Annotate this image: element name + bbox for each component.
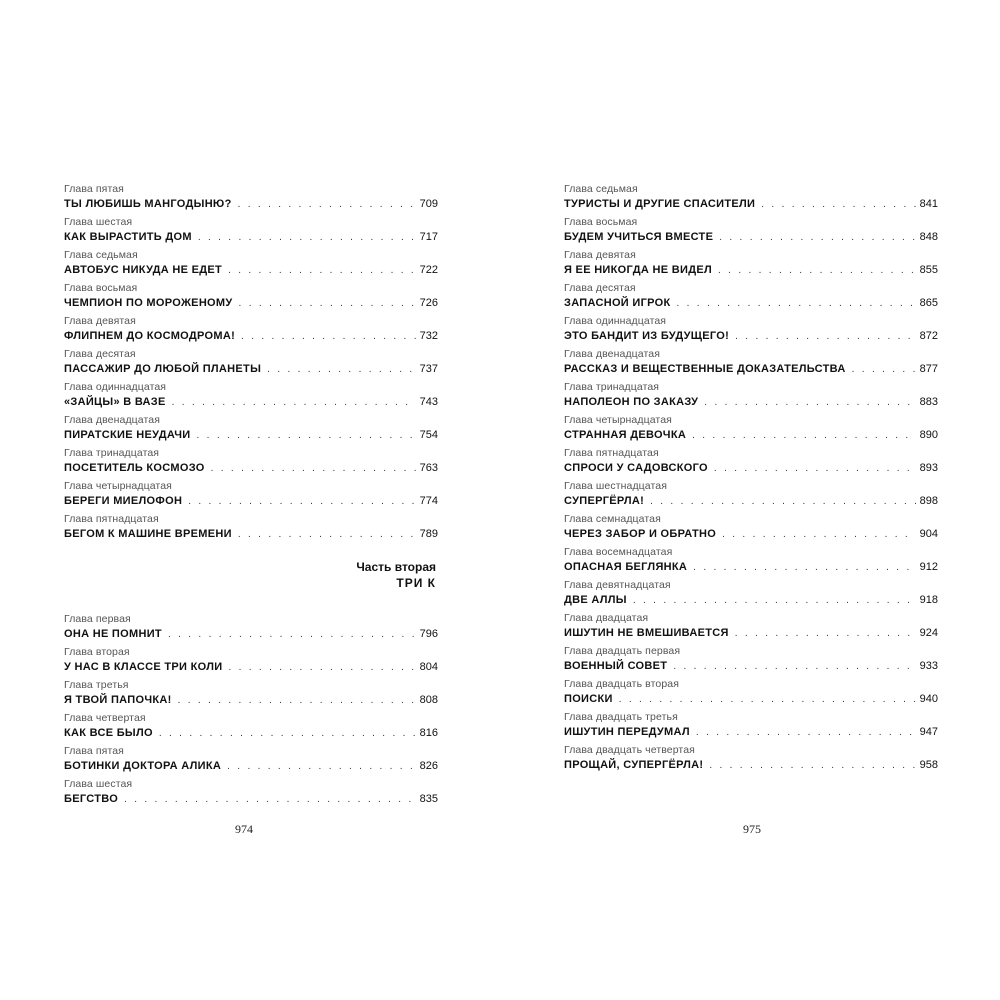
chapter-title: РАССКАЗ И ВЕЩЕСТВЕННЫЕ ДОКАЗАТЕЛЬСТВА <box>564 363 846 375</box>
chapter-page-number: 898 <box>919 495 938 507</box>
chapter-title: БУДЕМ УЧИТЬСЯ ВМЕСТЕ <box>564 231 714 243</box>
toc-entry <box>64 249 438 282</box>
chapter-page-number: 835 <box>419 793 438 805</box>
toc-line <box>564 757 938 774</box>
toc-line <box>564 691 938 708</box>
chapter-label: Глава пятая <box>64 745 124 757</box>
chapter-label: Глава десятая <box>564 282 636 294</box>
dot-leader <box>188 493 415 510</box>
toc-entry <box>564 348 938 381</box>
toc-entry <box>64 282 438 315</box>
chapter-label: Глава двадцать вторая <box>564 678 679 690</box>
toc-entry <box>564 678 938 711</box>
chapter-title: НАПОЛЕОН ПО ЗАКАЗУ <box>564 396 699 408</box>
chapter-title: ИШУТИН НЕ ВМЕШИВАЕТСЯ <box>564 627 729 639</box>
toc-line <box>64 526 438 543</box>
chapter-page-number: 940 <box>919 693 938 705</box>
chapter-label: Глава шестая <box>64 216 133 228</box>
chapter-label: Глава вторая <box>64 646 130 658</box>
toc-entry <box>564 447 938 480</box>
dot-leader <box>673 658 915 675</box>
toc-line <box>564 592 938 609</box>
chapter-label: Глава одиннадцатая <box>564 315 667 327</box>
toc-line <box>64 295 438 312</box>
chapter-title: ОПАСНАЯ БЕГЛЯНКА <box>564 561 688 573</box>
chapter-title: ВОЕННЫЙ СОВЕТ <box>564 660 668 672</box>
dot-leader <box>238 196 416 213</box>
dot-leader <box>124 791 416 808</box>
toc-entry <box>64 778 438 811</box>
dot-leader <box>633 592 916 609</box>
dot-leader <box>168 626 416 643</box>
dot-leader <box>159 725 416 742</box>
toc-list-part-one <box>64 183 438 546</box>
chapter-page-number: 732 <box>419 330 438 342</box>
dot-leader <box>852 361 916 378</box>
chapter-page-number: 726 <box>419 297 438 309</box>
chapter-label: Глава восьмая <box>64 282 138 294</box>
dot-leader <box>709 757 915 774</box>
toc-line <box>64 361 438 378</box>
part-title: ТРИ К <box>396 576 436 590</box>
chapter-title: У НАС В КЛАССЕ ТРИ КОЛИ <box>64 661 223 673</box>
chapter-page-number: 754 <box>419 429 438 441</box>
toc-line <box>564 526 938 543</box>
right-toc-column <box>564 183 938 777</box>
chapter-label: Глава двадцать четвертая <box>564 744 695 756</box>
chapter-label: Глава пятая <box>64 183 124 195</box>
toc-entry <box>64 513 438 546</box>
chapter-page-number: 958 <box>919 759 938 771</box>
chapter-title: ТЫ ЛЮБИШЬ МАНГОДЫНЮ? <box>64 198 232 210</box>
chapter-page-number: 890 <box>919 429 938 441</box>
chapter-title: ЧЕМПИОН ПО МОРОЖЕНОМУ <box>64 297 233 309</box>
dot-leader <box>761 196 915 213</box>
toc-line <box>64 725 438 742</box>
chapter-title: БОТИНКИ ДОКТОРА АЛИКА <box>64 760 222 772</box>
chapter-label: Глава тринадцатая <box>564 381 660 393</box>
toc-line <box>564 229 938 246</box>
toc-line <box>64 493 438 510</box>
chapter-title: ТУРИСТЫ И ДРУГИЕ СПАСИТЕЛИ <box>564 198 756 210</box>
chapter-label: Глава четырнадцатая <box>564 414 672 426</box>
chapter-label: Глава первая <box>64 613 131 625</box>
toc-entry <box>64 414 438 447</box>
chapter-page-number: 796 <box>419 628 438 640</box>
toc-line <box>564 724 938 741</box>
chapter-page-number: 722 <box>419 264 438 276</box>
chapter-label: Глава девятнадцатая <box>564 579 671 591</box>
toc-line <box>564 559 938 576</box>
chapter-label: Глава седьмая <box>564 183 638 195</box>
dot-leader <box>676 295 915 312</box>
dot-leader <box>718 262 916 279</box>
chapter-page-number: 933 <box>919 660 938 672</box>
chapter-title: КАК ВЫРАСТИТЬ ДОМ <box>64 231 192 243</box>
dot-leader <box>735 328 916 345</box>
part-label: Часть вторая <box>356 560 436 574</box>
toc-entry <box>564 546 938 579</box>
chapter-label: Глава восьмая <box>564 216 638 228</box>
dot-leader <box>211 460 416 477</box>
chapter-title: ФЛИПНЕМ ДО КОСМОДРОМА! <box>64 330 236 342</box>
chapter-title: ОНА НЕ ПОМНИТ <box>64 628 162 640</box>
chapter-page-number: 804 <box>419 661 438 673</box>
chapter-page-number: 816 <box>419 727 438 739</box>
toc-entry <box>564 579 938 612</box>
dot-leader <box>228 262 416 279</box>
dot-leader <box>719 229 915 246</box>
right-page <box>500 0 1000 1000</box>
chapter-title: БЕРЕГИ МИЕЛОФОН <box>64 495 183 507</box>
dot-leader <box>228 659 415 676</box>
toc-line <box>64 626 438 643</box>
chapter-title: ПОИСКИ <box>564 693 613 705</box>
chapter-label: Глава двадцать первая <box>564 645 681 657</box>
chapter-page-number: 877 <box>919 363 938 375</box>
toc-line <box>564 427 938 444</box>
toc-entry <box>564 249 938 282</box>
toc-line <box>564 196 938 213</box>
chapter-page-number: 826 <box>419 760 438 772</box>
chapter-label: Глава семнадцатая <box>564 513 661 525</box>
toc-entry <box>64 183 438 216</box>
toc-line <box>64 262 438 279</box>
page-number: 975 <box>743 822 761 836</box>
toc-entry <box>64 646 438 679</box>
toc-entry <box>564 711 938 744</box>
toc-entry <box>64 381 438 414</box>
chapter-title: ДВЕ АЛЛЫ <box>564 594 627 606</box>
dot-leader <box>704 394 915 411</box>
dot-leader <box>267 361 415 378</box>
chapter-label: Глава двенадцатая <box>64 414 161 426</box>
toc-entry <box>64 745 438 778</box>
toc-entry <box>564 282 938 315</box>
toc-line <box>64 791 438 808</box>
chapter-page-number: 841 <box>919 198 938 210</box>
part-heading <box>64 559 436 613</box>
toc-entry <box>564 216 938 249</box>
toc-entry <box>564 183 938 216</box>
toc-line <box>564 460 938 477</box>
toc-entry <box>564 645 938 678</box>
chapter-page-number: 893 <box>919 462 938 474</box>
toc-entry <box>64 216 438 249</box>
chapter-page-number: 763 <box>419 462 438 474</box>
chapter-title: БЕГОМ К МАШИНЕ ВРЕМЕНИ <box>64 528 232 540</box>
toc-line <box>564 394 938 411</box>
chapter-label: Глава восемнадцатая <box>564 546 673 558</box>
toc-entry <box>564 315 938 348</box>
dot-leader <box>227 758 416 775</box>
chapter-title: СУПЕРГЁРЛА! <box>564 495 645 507</box>
dot-leader <box>692 427 916 444</box>
chapter-page-number: 924 <box>919 627 938 639</box>
toc-line <box>64 196 438 213</box>
toc-entry <box>64 480 438 513</box>
toc-line <box>64 692 438 709</box>
dot-leader <box>198 229 416 246</box>
dot-leader <box>178 692 416 709</box>
chapter-page-number: 865 <box>919 297 938 309</box>
toc-entry <box>64 348 438 381</box>
dot-leader <box>197 427 416 444</box>
toc-line <box>64 394 438 411</box>
toc-line <box>64 460 438 477</box>
chapter-title: ЧЕРЕЗ ЗАБОР И ОБРАТНО <box>564 528 717 540</box>
chapter-title: «ЗАЙЦЫ» В ВАЗЕ <box>64 396 166 408</box>
chapter-page-number: 947 <box>919 726 938 738</box>
toc-entry <box>64 613 438 646</box>
toc-line <box>564 493 938 510</box>
chapter-title: ИШУТИН ПЕРЕДУМАЛ <box>564 726 690 738</box>
toc-line <box>564 328 938 345</box>
chapter-label: Глава двенадцатая <box>564 348 661 360</box>
toc-entry <box>564 414 938 447</box>
dot-leader <box>172 394 416 411</box>
chapter-label: Глава четырнадцатая <box>64 480 172 492</box>
chapter-title: СТРАННАЯ ДЕВОЧКА <box>564 429 687 441</box>
dot-leader <box>650 493 916 510</box>
toc-list-right <box>564 183 938 777</box>
dot-leader <box>722 526 916 543</box>
toc-line <box>564 361 938 378</box>
toc-entry <box>64 315 438 348</box>
chapter-title: АВТОБУС НИКУДА НЕ ЕДЕТ <box>64 264 223 276</box>
left-toc-column <box>64 183 438 811</box>
toc-list-part-two <box>64 613 438 811</box>
toc-entry <box>564 381 938 414</box>
chapter-page-number: 855 <box>919 264 938 276</box>
toc-line <box>564 262 938 279</box>
chapter-page-number: 918 <box>919 594 938 606</box>
chapter-title: Я ТВОЙ ПАПОЧКА! <box>64 694 172 706</box>
toc-entry <box>564 480 938 513</box>
toc-line <box>64 229 438 246</box>
toc-line <box>64 659 438 676</box>
chapter-page-number: 717 <box>419 231 438 243</box>
chapter-label: Глава девятая <box>564 249 636 261</box>
chapter-page-number: 872 <box>919 330 938 342</box>
chapter-label: Глава девятая <box>64 315 136 327</box>
chapter-page-number: 774 <box>419 495 438 507</box>
toc-entry <box>64 447 438 480</box>
chapter-label: Глава двадцать третья <box>564 711 678 723</box>
chapter-page-number: 743 <box>419 396 438 408</box>
chapter-title: ЗАПАСНОЙ ИГРОК <box>564 297 671 309</box>
chapter-page-number: 737 <box>419 363 438 375</box>
chapter-title: ЭТО БАНДИТ ИЗ БУДУЩЕГО! <box>564 330 730 342</box>
chapter-label: Глава тринадцатая <box>64 447 160 459</box>
dot-leader <box>619 691 916 708</box>
chapter-page-number: 904 <box>919 528 938 540</box>
toc-line <box>64 328 438 345</box>
chapter-title: СПРОСИ У САДОВСКОГО <box>564 462 708 474</box>
chapter-page-number: 808 <box>419 694 438 706</box>
toc-entry <box>64 712 438 745</box>
chapter-title: КАК ВСЕ БЫЛО <box>64 727 153 739</box>
chapter-label: Глава двадцатая <box>564 612 649 624</box>
chapter-title: БЕГСТВО <box>64 793 119 805</box>
toc-entry <box>564 744 938 777</box>
chapter-page-number: 789 <box>419 528 438 540</box>
dot-leader <box>714 460 916 477</box>
chapter-title: ПОСЕТИТЕЛЬ КОСМОЗО <box>64 462 205 474</box>
chapter-label: Глава одиннадцатая <box>64 381 167 393</box>
chapter-label: Глава пятнадцатая <box>64 513 159 525</box>
chapter-page-number: 912 <box>919 561 938 573</box>
dot-leader <box>693 559 915 576</box>
chapter-page-number: 883 <box>919 396 938 408</box>
toc-line <box>564 625 938 642</box>
chapter-label: Глава четвертая <box>64 712 146 724</box>
chapter-label: Глава пятнадцатая <box>564 447 659 459</box>
dot-leader <box>735 625 916 642</box>
chapter-label: Глава третья <box>64 679 129 691</box>
chapter-label: Глава шестнадцатая <box>564 480 668 492</box>
chapter-page-number: 709 <box>419 198 438 210</box>
chapter-title: ПРОЩАЙ, СУПЕРГЁРЛА! <box>564 759 704 771</box>
dot-leader <box>239 295 416 312</box>
chapter-page-number: 848 <box>919 231 938 243</box>
chapter-title: Я ЕЕ НИКОГДА НЕ ВИДЕЛ <box>564 264 712 276</box>
page-number: 974 <box>235 822 253 836</box>
toc-entry <box>564 513 938 546</box>
chapter-title: ПАССАЖИР ДО ЛЮБОЙ ПЛАНЕТЫ <box>64 363 262 375</box>
chapter-label: Глава десятая <box>64 348 136 360</box>
dot-leader <box>696 724 916 741</box>
toc-line <box>64 427 438 444</box>
toc-line <box>64 758 438 775</box>
toc-entry <box>64 679 438 712</box>
chapter-label: Глава шестая <box>64 778 133 790</box>
toc-line <box>564 658 938 675</box>
dot-leader <box>238 526 416 543</box>
toc-entry <box>564 612 938 645</box>
dot-leader <box>241 328 416 345</box>
chapter-title: ПИРАТСКИЕ НЕУДАЧИ <box>64 429 191 441</box>
toc-line <box>564 295 938 312</box>
chapter-label: Глава седьмая <box>64 249 138 261</box>
